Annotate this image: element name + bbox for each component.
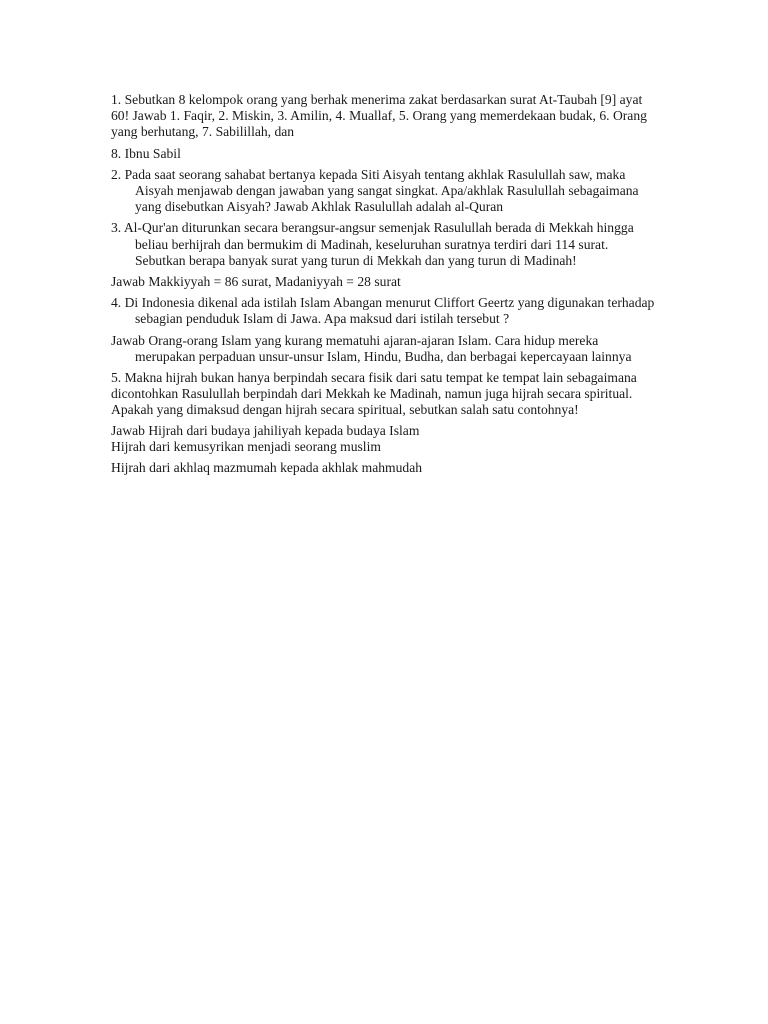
- question-5-answer-line-2: Hijrah dari kemusyrikan menjadi seorang muslim: [111, 438, 381, 454]
- question-5-paragraph: 5. Makna hijrah bukan hanya berpindah secara fisik dari satu tempat ke tempat lain sebagaimana dicontohkan Rasulullah berpindah dari Mekkah ke Madinah, namun juga hijrah secara spiritual. Apakah yang dimaksud dengan hijrah secara spiritual, sebutkan salah satu contohnya!: [111, 370, 637, 418]
- question-5-answer-line-3: Hijrah dari akhlaq mazmumah kepada akhlak mahmudah: [111, 460, 423, 476]
- question-3-paragraph: 3. Al-Qur'an diturunkan secara berangsur-angsur semenjak Rasulullah berada di Mekkah hingga beliau berhijrah dan bermukim di Madinah, keseluruhan suratnya terdiri dari 114 surat. Sebutkan berapa banyak surat yang turun di Mekkah dan yang turun di Madinah!: [111, 220, 634, 268]
- question-5-answer-line-1: Jawab Hijrah dari budaya jahiliyah kepada budaya Islam: [111, 422, 420, 438]
- question-4-answer: Jawab Orang-orang Islam yang kurang mematuhi ajaran-ajaran Islam. Cara hidup mereka merupakan perpaduan unsur-unsur Islam, Hindu, Budha, dan berbagai kepercayaan lainnya: [111, 332, 632, 364]
- document-body: [111, 92, 661, 481]
- question-1-answer-continuation: 8. Ibnu Sabil: [111, 145, 181, 161]
- question-3-answer: Jawab Makkiyyah = 86 surat, Madaniyyah = 28 surat: [111, 274, 401, 290]
- question-1-paragraph: 1. Sebutkan 8 kelompok orang yang berhak menerima zakat berdasarkan surat At-Taubah [9] ayat 60! Jawab 1. Faqir, 2. Miskin, 3. Amilin, 4. Muallaf, 5. Orang yang memerdekaan budak, 6. Orang yang berhutang, 7. Sabilillah, dan: [111, 92, 647, 140]
- question-4-paragraph: 4. Di Indonesia dikenal ada istilah Islam Abangan menurut Cliffort Geertz yang digunakan terhadap sebagian penduduk Islam di Jawa. Apa maksud dari istilah tersebut ?: [111, 295, 655, 327]
- question-2-paragraph: 2. Pada saat seorang sahabat bertanya kepada Siti Aisyah tentang akhlak Rasulullah saw, maka Aisyah menjawab dengan jawaban yang sangat singkat. Apa/akhlak Rasulullah sebagaimana yang disebutkan Aisyah? Jawab Akhlak Rasulullah adalah al-Quran: [111, 166, 639, 215]
